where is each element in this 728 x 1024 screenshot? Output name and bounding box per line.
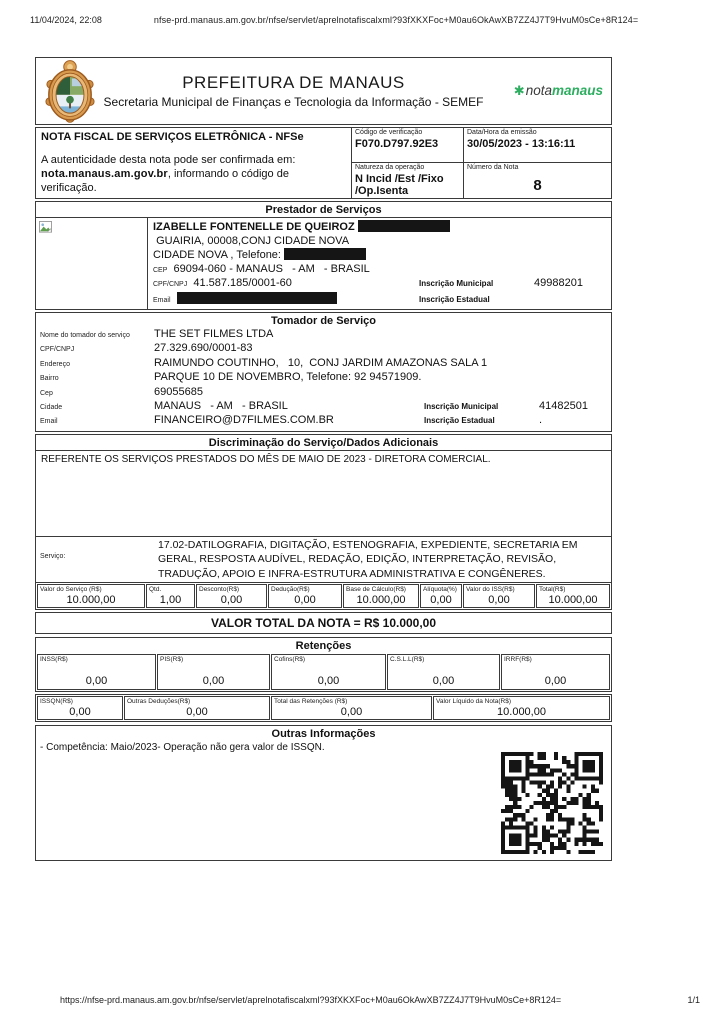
section-title: Tomador de Serviço bbox=[271, 315, 376, 327]
note-number-value: 8 bbox=[533, 177, 542, 194]
field-label: Código de verificação bbox=[355, 129, 423, 136]
prestador-cpf-cnpj: 41.587.185/0001-60 bbox=[193, 277, 292, 289]
inscricao-estadual-label: Inscrição Estadual bbox=[424, 416, 495, 426]
retencoes-section bbox=[35, 637, 612, 692]
page-indicator: 1/1 bbox=[687, 995, 700, 1005]
inscricao-municipal-label: Inscrição Municipal bbox=[419, 279, 494, 288]
field-label: CPF/CNPJ bbox=[40, 346, 75, 354]
inscricao-estadual-label: Inscrição Estadual bbox=[419, 294, 490, 304]
field-label: Cep bbox=[40, 389, 53, 397]
field-label: Data/Hora da emissão bbox=[467, 129, 537, 136]
prestador-endereco-1: GUAIRIA, 00008,CONJ CIDADE NOVA bbox=[153, 234, 350, 247]
outras-informacoes-section bbox=[35, 725, 612, 861]
inscricao-municipal-value: 49988201 bbox=[534, 277, 583, 289]
field-label: Nome do tomador do serviço bbox=[40, 332, 130, 339]
verification-code-value: F070.D797.92E3 bbox=[355, 138, 439, 150]
valor-iss-cell: Valor do ISS(R$) 0,00 bbox=[463, 584, 535, 608]
redacted-box bbox=[284, 248, 366, 260]
cofins-cell: Cofins(R$) 0,00 bbox=[271, 654, 386, 690]
inscricao-municipal-label: Inscrição Municipal bbox=[424, 402, 499, 412]
valores-row bbox=[36, 583, 611, 609]
browser-print-header bbox=[30, 15, 700, 25]
total-retencoes-cell: Total das Retenções (R$) 0,00 bbox=[271, 696, 432, 720]
print-url: nfse-prd.manaus.am.gov.br/nfse/servlet/aprelnotafiscalxml?93fXKXFoc+M0au6OkAwXB7ZZ4J7T9HvuM0sCe+8R124= bbox=[153, 15, 639, 25]
section-title: Retenções bbox=[295, 640, 352, 653]
browser-print-footer bbox=[60, 995, 700, 1005]
document-header bbox=[35, 57, 612, 125]
operation-nature-cell bbox=[352, 163, 464, 198]
auth-site: nota.manaus.am.gov.br bbox=[41, 168, 168, 180]
qtd-cell: Qtd. 1,00 bbox=[146, 584, 195, 608]
retencoes-row-1 bbox=[36, 653, 611, 691]
field-label: Serviço: bbox=[40, 552, 66, 560]
servico-descricao: 17.02-DATILOGRAFIA, DIGITAÇÃO, ESTENOGRAFIA, EXPEDIENTE, SECRETARIA EM GERAL, RESPOSTA AUDÍVEL, REDAÇÃO, EDIÇÃO, INTERPRETAÇÃO, REVISÃO, TRADUÇÃO, APOIO E INFRA-ESTRUTURA ADMINISTRATIVA E CONGÊNERES. bbox=[158, 538, 578, 580]
field-label: Bairro bbox=[40, 375, 59, 383]
field-label: Cidade bbox=[40, 404, 63, 412]
redacted-box bbox=[358, 220, 450, 232]
base-calculo-cell: Base de Cálculo(R$) 10.000,00 bbox=[343, 584, 419, 608]
nfse-doc-title: NOTA FISCAL DE SERVIÇOS ELETRÔNICA - NFSe bbox=[41, 131, 304, 143]
tomador-row bbox=[36, 414, 611, 428]
tomador-bairro: PARQUE 10 DE NOVEMBRO, Telefone: 92 94571909. bbox=[154, 371, 422, 384]
valor-total-bar: VALOR TOTAL DA NOTA = R$ 10.000,00 bbox=[35, 612, 612, 634]
authenticity-note bbox=[41, 153, 346, 195]
desconto-cell: Desconto(R$) 0,00 bbox=[196, 584, 267, 608]
prestador-nome: IZABELLE FONTENELLE DE QUEIROZ bbox=[153, 221, 358, 233]
broken-image-icon bbox=[39, 221, 144, 234]
field-label: Endereço bbox=[40, 360, 70, 368]
tomador-endereco: RAIMUNDO COUTINHO, 10, CONJ JARDIM AMAZONAS SALA 1 bbox=[154, 356, 488, 369]
inscricao-municipal-value: 41482501 bbox=[539, 400, 588, 413]
notamanaus-asterisk-icon: ✱ bbox=[513, 83, 525, 98]
aliquota-cell: Alíquota(%) 0,00 bbox=[420, 584, 462, 608]
section-title: Prestador de Serviços bbox=[36, 202, 611, 218]
prestador-logo-cell bbox=[36, 218, 148, 309]
issqn-cell: ISSQN(R$) 0,00 bbox=[37, 696, 123, 720]
verification-code-cell bbox=[352, 128, 464, 163]
tomador-row bbox=[36, 357, 611, 371]
outras-informacoes-content: - Competência: Maio/2023- Operação não gera valor de ISSQN. bbox=[40, 742, 325, 754]
field-label: Natureza da operação bbox=[355, 164, 425, 171]
valor-servico-cell: Valor do Serviço (R$) 10.000,00 bbox=[37, 584, 145, 608]
tomador-row bbox=[36, 386, 611, 400]
total-cell: Total(R$) 10.000,00 bbox=[536, 584, 610, 608]
section-title: Outras Informações bbox=[271, 728, 376, 741]
tomador-cep: 69055685 bbox=[154, 385, 203, 398]
tomador-row bbox=[36, 342, 611, 356]
field-label: CPF/CNPJ bbox=[153, 281, 188, 288]
page-subtitle: Secretaria Municipal de Finanças e Tecnologia da Informação - SEMEF bbox=[103, 95, 484, 109]
field-label: Email bbox=[153, 296, 171, 304]
brand-nota: nota bbox=[525, 83, 552, 98]
emission-datetime-cell bbox=[464, 128, 611, 163]
page-title: PREFEITURA DE MANAUS bbox=[182, 73, 405, 92]
auth-text-1: A autenticidade desta nota pode ser confirmada em: bbox=[41, 154, 296, 166]
prestador-section bbox=[35, 201, 612, 310]
prestador-endereco-2: CIDADE NOVA , Telefone: bbox=[153, 249, 285, 261]
print-datetime: 11/04/2024, 22:08 bbox=[30, 15, 102, 25]
field-label: CEP bbox=[153, 266, 168, 274]
qr-code bbox=[501, 752, 603, 854]
irrf-cell: IRRF(R$) 0,00 bbox=[501, 654, 610, 690]
auth-text-2: , informando o código de verificação. bbox=[41, 168, 289, 194]
retencoes-row-2 bbox=[35, 694, 612, 722]
footer-url: https://nfse-prd.manaus.am.gov.br/nfse/servlet/aprelnotafiscalxml?93fXKXFoc+M0au6OkAwXB7ZZ4J7T9HvuM0sCe+8R124= bbox=[60, 995, 562, 1005]
nfse-info-box bbox=[35, 127, 612, 199]
notamanaus-logo bbox=[491, 83, 603, 99]
tomador-cpf-cnpj: 27.329.690/0001-83 bbox=[154, 342, 253, 355]
redacted-box bbox=[177, 292, 337, 304]
brand-manaus: manaus bbox=[551, 83, 603, 98]
tomador-row bbox=[36, 371, 611, 385]
deducao-cell: Dedução(R$) 0,00 bbox=[268, 584, 342, 608]
discriminacao-section bbox=[35, 434, 612, 611]
pis-cell: PIS(R$) 0,00 bbox=[157, 654, 270, 690]
section-title: Discriminação do Serviço/Dados Adicionais bbox=[36, 435, 611, 451]
tomador-row bbox=[36, 400, 611, 414]
note-number-cell bbox=[464, 163, 611, 198]
tomador-email: FINANCEIRO@D7FILMES.COM.BR bbox=[154, 414, 334, 427]
inscricao-estadual-value: . bbox=[539, 414, 543, 427]
nfse-document bbox=[35, 57, 612, 863]
operation-nature-value: N Incid /Est /Fixo /Op.Isenta bbox=[355, 173, 444, 197]
tomador-nome: THE SET FILMES LTDA bbox=[154, 328, 274, 340]
csll-cell: C.S.L.L(R$) 0,00 bbox=[387, 654, 500, 690]
inss-cell: INSS(R$) 0,00 bbox=[37, 654, 156, 690]
valor-liquido-cell: Valor Líquido da Nota(R$) 10.000,00 bbox=[433, 696, 610, 720]
outras-deducoes-cell: Outras Deduções(R$) 0,00 bbox=[124, 696, 270, 720]
field-label: Número da Nota bbox=[467, 164, 519, 171]
tomador-row bbox=[36, 328, 611, 342]
field-label: Email bbox=[40, 418, 58, 426]
tomador-section bbox=[35, 312, 612, 432]
prestador-cep: 69094-060 - MANAUS - AM - BRASIL bbox=[173, 262, 370, 275]
discriminacao-content: REFERENTE OS SERVIÇOS PRESTADOS DO MÊS DE MAIO DE 2023 - DIRETORA COMERCIAL. bbox=[36, 451, 611, 537]
manaus-coat-of-arms-icon bbox=[44, 59, 96, 123]
emission-datetime-value: 30/05/2023 - 13:16:11 bbox=[467, 138, 576, 150]
tomador-cidade: MANAUS - AM - BRASIL bbox=[154, 400, 288, 413]
